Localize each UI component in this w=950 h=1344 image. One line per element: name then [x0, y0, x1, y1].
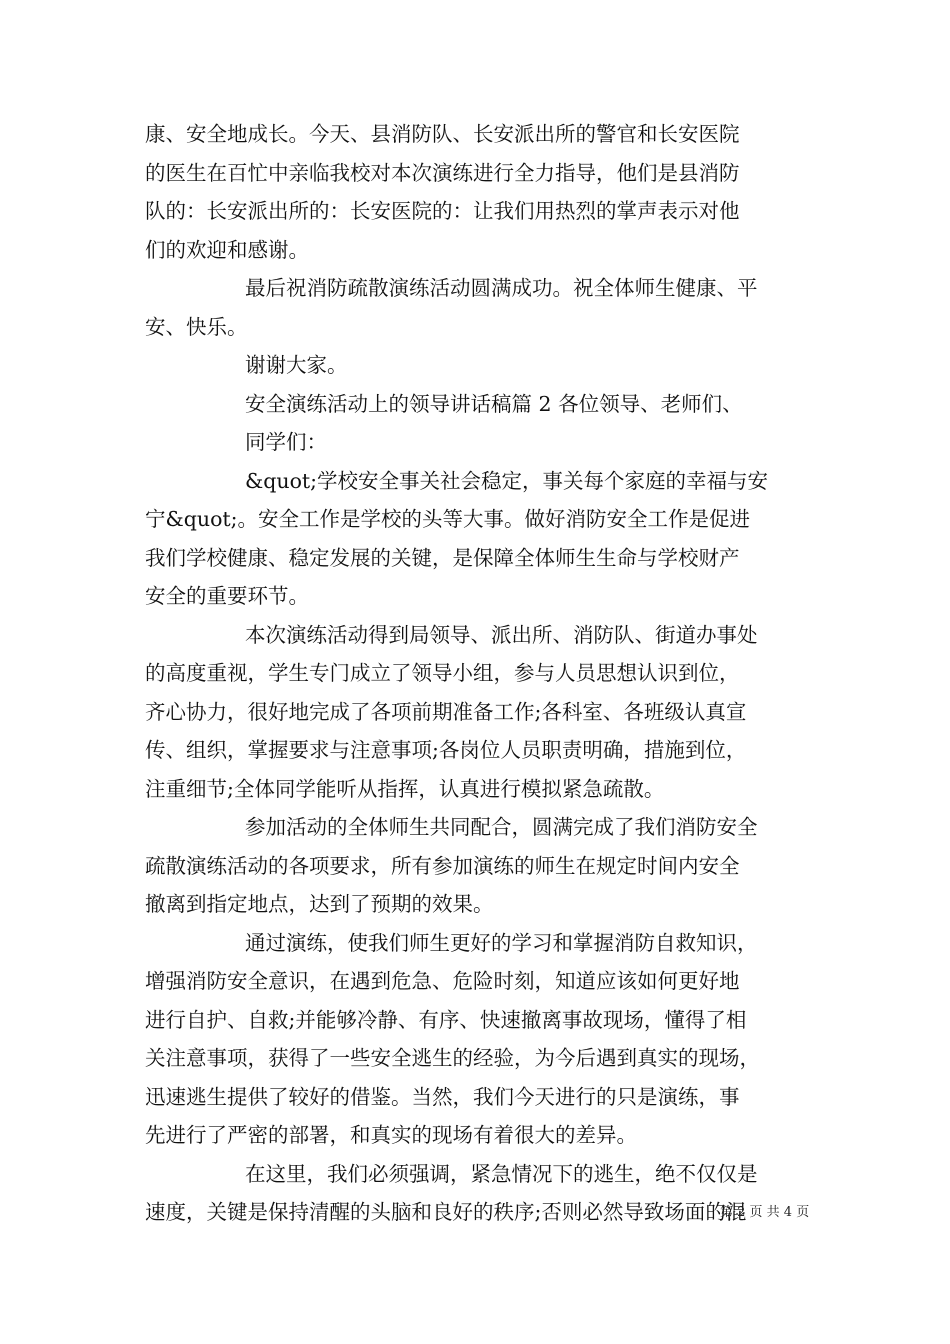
text-line: 同学们： [245, 430, 327, 454]
text-line: 的医生在百忙中亲临我校对本次演练进行全力指导，他们是县消防 [145, 160, 740, 185]
text-line: 撤离到指定地点，达到了预期的效果。 [145, 892, 494, 916]
text-line: 康、安全地成长。今天、县消防队、长安派出所的警官和长安医院 [145, 122, 740, 146]
text-line: 迅速逃生提供了较好的借鉴。当然，我们今天进行的只是演练，事 [145, 1084, 740, 1109]
text-line: 注重细节;全体同学能听从指挥，认真进行模拟紧急疏散。 [145, 776, 665, 801]
body-text [145, 115, 810, 1232]
text-line: 最后祝消防疏散演练活动圆满成功。祝全体师生健康、平 [245, 276, 758, 300]
text-line: 通过演练，使我们师生更好的学习和掌握消防自救知识， [245, 930, 758, 955]
text-line: 本次演练活动得到局领导、派出所、消防队、街道办事处 [245, 622, 758, 647]
text-line: &quot;学校安全事关社会稳定，事关每个家庭的幸福与安 [245, 468, 769, 493]
text-line: 我们学校健康、稳定发展的关键，是保障全体师生生命与学校财产 [145, 545, 740, 570]
text-line: 们的欢迎和感谢。 [145, 237, 309, 262]
text-line: 传、组织，掌握要求与注意事项;各岗位人员职责明确，措施到位， [145, 738, 747, 762]
page-number: 第 2 页 共 4 页 [720, 1205, 810, 1220]
text-line: 安、快乐。 [145, 314, 248, 339]
text-line: 先进行了严密的部署，和真实的现场有着很大的差异。 [145, 1123, 637, 1147]
text-line: 安全演练活动上的领导讲话稿篇 2 各位领导、老师们、 [245, 391, 743, 416]
text-line: 在这里，我们必须强调，紧急情况下的逃生，绝不仅仅是 [245, 1161, 758, 1186]
text-line: 谢谢大家。 [245, 353, 348, 377]
text-line: 的高度重视，学生专门成立了领导小组，参与人员思想认识到位， [145, 661, 740, 685]
text-line: 关注意事项，获得了一些安全逃生的经验，为今后遇到真实的现场， [145, 1046, 760, 1070]
text-line: 宁&quot;。安全工作是学校的头等大事。做好消防安全工作是促进 [145, 507, 751, 531]
text-line: 队的：长安派出所的：长安医院的：让我们用热烈的掌声表示对他 [145, 199, 740, 223]
text-line: 齐心协力，很好地完成了各项前期准备工作;各科室、各班级认真宣 [145, 699, 747, 724]
text-line: 安全的重要环节。 [145, 584, 309, 608]
text-line: 速度，关键是保持清醒的头脑和良好的秩序;否则必然导致场面的混 [145, 1200, 747, 1224]
text-line: 增强消防安全意识，在遇到危急、危险时刻，知道应该如何更好地 [145, 969, 740, 993]
text-line: 参加活动的全体师生共同配合，圆满完成了我们消防安全 [245, 815, 758, 839]
text-line: 疏散演练活动的各项要求，所有参加演练的师生在规定时间内安全 [145, 853, 740, 878]
text-line: 进行自护、自救;并能够冷静、有序、快速撤离事故现场，懂得了相 [145, 1007, 747, 1032]
